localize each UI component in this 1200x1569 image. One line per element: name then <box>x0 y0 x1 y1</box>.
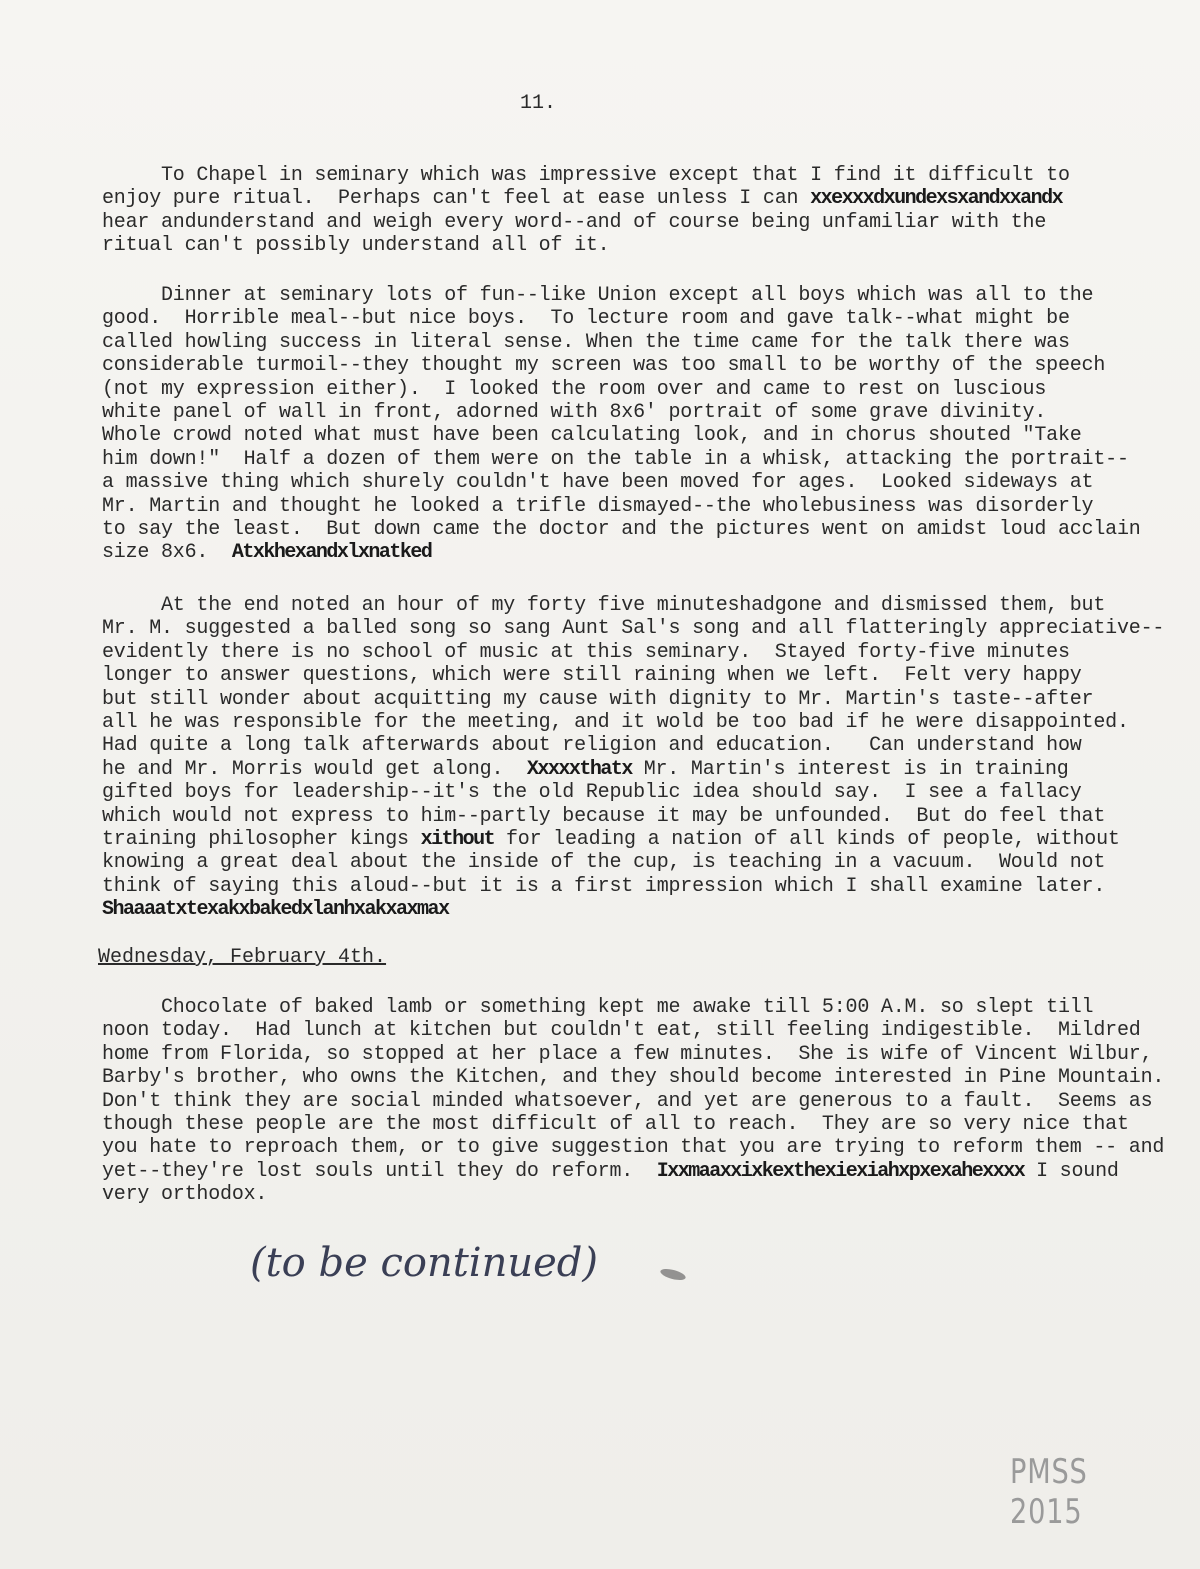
text-line: Dinner at seminary lots of fun--like Union except all boys which was all to the <box>102 284 1094 307</box>
text-line: a massive thing which shurely couldn't have been moved for ages. Looked sideways at <box>102 471 1094 495</box>
text-line <box>102 898 1164 921</box>
date-heading: Wednesday, February 4th. <box>98 946 387 969</box>
text-line: considerable turmoil--they thought my screen was too small to be worthy of the speech <box>102 354 1106 378</box>
text-line: hear andunderstand and weigh every word--and of course being unfamiliar with the <box>102 210 1047 234</box>
paragraph-dinner <box>102 284 1141 565</box>
paragraph-chapel <box>102 164 1070 258</box>
text-line: but still wonder about acquitting my cause with dignity to Mr. Martin's taste--after <box>102 687 1094 711</box>
text-line: Barby's brother, who owns the Kitchen, and they should become interested in Pine Mountain. <box>102 1066 1165 1090</box>
paragraph-wednesday <box>102 996 1164 1207</box>
text-line: called howling success in literal sense. When the time came for the talk there was <box>102 330 1070 354</box>
text-line: training philosopher kings xithout for leading a nation of all kinds of people, without <box>102 827 1120 851</box>
struck-text: Xxxxxthatx <box>526 757 632 781</box>
text-line: knowing a great deal about the inside of the cup, is teaching in a vacuum. Would not <box>102 851 1106 875</box>
text-line: he and Mr. Morris would get along. Xxxxxthatx Mr. Martin's interest is in training <box>102 757 1069 781</box>
text-line: you hate to reproach them, or to give suggestion that you are trying to reform them -- and <box>102 1136 1165 1160</box>
text-line: longer to answer questions, which were still raining when we left. Felt very happy <box>102 664 1082 688</box>
text-line: evidently there is no school of music at this seminary. Stayed forty-five minutes <box>102 640 1070 664</box>
struck-text: xxexxxdxundexsxandxxandx <box>810 187 1063 211</box>
text-line: white panel of wall in front, adorned with 8x6' portrait of some grave divinity. <box>102 400 1047 424</box>
text-line: To Chapel in seminary which was impressive except that I find it difficult to <box>102 164 1070 187</box>
struck-text: Ixxmaaxxixkexthexiexiahxpxexahexxxx <box>656 1159 1025 1183</box>
text-line: home from Florida, so stopped at her place a few minutes. She is wife of Vincent Wilbur, <box>102 1042 1153 1066</box>
text-line: size 8x6. Atxkhexandxlxnatked <box>102 541 432 565</box>
struck-text: Atxkhexandxlxnatked <box>231 541 432 565</box>
text-line: Whole crowd noted what must have been calculating look, and in chorus shouted "Take <box>102 424 1082 448</box>
text-line: noon today. Had lunch at kitchen but couldn't eat, still feeling indigestible. Mildred <box>102 1019 1141 1043</box>
struck-text: xithout <box>420 827 495 851</box>
struck-text: Shaaaatxtexakxbakedxlanhxakxaxmax <box>102 898 449 922</box>
text-line: which would not express to him--partly because it may be unfounded. But do feel that <box>102 804 1106 828</box>
text-line: think of saying this aloud--but it is a first impression which I shall examine later. <box>102 874 1106 898</box>
text-line: Mr. M. suggested a balled song so sang Aunt Sal's song and all flatteringly appreciative-- <box>102 617 1165 641</box>
archive-stamp: PMSS 2015 <box>1010 1452 1088 1532</box>
page-number: 11. <box>520 92 557 115</box>
text-line: good. Horrible meal--but nice boys. To lecture room and gave talk--what might be <box>102 307 1070 331</box>
handwritten-note: (to be continued) <box>250 1240 598 1286</box>
text-line: very orthodox. <box>102 1183 268 1207</box>
text-line: gifted boys for leadership--it's the old Republic idea should say. I see a fallacy <box>102 781 1082 805</box>
text-line: to say the least. But down came the doctor and the pictures went on amidst loud acclain <box>102 517 1141 541</box>
text-line: enjoy pure ritual. Perhaps can't feel at ease unless I can xxexxxdxundexsxandxxandx <box>102 187 1063 211</box>
text-line: Don't think they are social minded whatsoever, and yet are generous to a fault. Seems as <box>102 1089 1153 1113</box>
text-line: (not my expression either). I looked the room over and came to rest on luscious <box>102 377 1047 401</box>
text-line: Had quite a long talk afterwards about religion and education. Can understand how <box>102 734 1082 758</box>
text-line: all he was responsible for the meeting, and it wold be too bad if he were disappointed. <box>102 710 1129 734</box>
text-line: At the end noted an hour of my forty five minuteshadgone and dismissed them, but <box>102 594 1106 617</box>
text-line: yet--they're lost souls until they do reform. Ixxmaaxxixkexthexiexiahxpxexahexxxx I sound <box>102 1159 1119 1183</box>
text-line: ritual can't possibly understand all of it. <box>102 234 610 258</box>
paragraph-end-of-talk <box>102 594 1164 921</box>
text-line: Chocolate of baked lamb or something kept me awake till 5:00 A.M. so slept till <box>102 996 1094 1019</box>
text-line: him down!" Half a dozen of them were on the table in a whisk, attacking the portrait-- <box>102 447 1129 471</box>
text-line: though these people are the most difficult of all to reach. They are so very nice that <box>102 1112 1129 1136</box>
text-line: Mr. Martin and thought he looked a trifle dismayed--the wholebusiness was disorderly <box>102 494 1094 518</box>
